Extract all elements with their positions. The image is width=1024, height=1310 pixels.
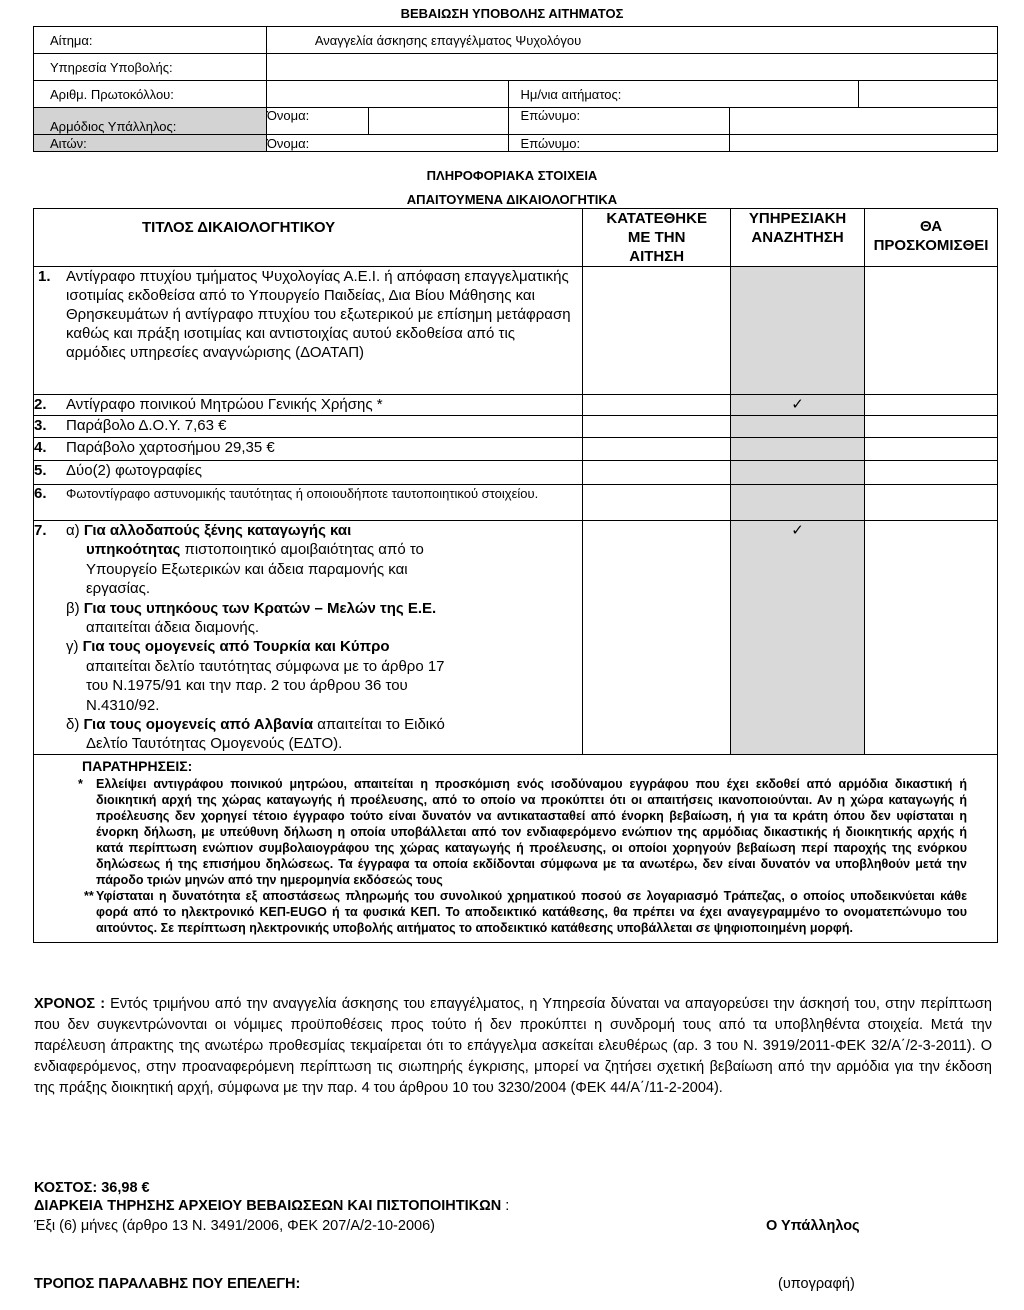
officer-first-name-value[interactable] xyxy=(368,108,508,135)
service-cell: ✓ xyxy=(731,521,865,755)
remarks-row xyxy=(34,754,998,942)
receipt-method: ΤΡΟΠΟΣ ΠΑΡΑΛΑΒΗΣ ΠΟΥ ΕΠΕΛΕΓΗ: xyxy=(34,1276,301,1292)
submitted-cell[interactable] xyxy=(583,485,731,521)
info-title: ΠΛΗΡΟΦΟΡΙΑΚΑ ΣΤΟΙΧΕΙΑ xyxy=(426,168,598,183)
service-label: Υπηρεσία Υποβολής: xyxy=(34,54,267,81)
request-value: Αναγγελία άσκησης επαγγέλματος Ψυχολόγου xyxy=(266,27,997,54)
col-bring-line2: ΠΡΟΣΚΟΜΙΣΘΕΙ xyxy=(873,237,989,254)
officer-first-name-label: Όνομα: xyxy=(266,108,368,135)
col-bring xyxy=(865,209,998,267)
doc7-a-bold: Για αλλοδαπούς ξένης καταγωγής και υπηκοότητας xyxy=(83,522,352,559)
doc-cell xyxy=(34,416,583,438)
col-submitted-line1: ΚΑΤΑΤΕΘΗΚΕ xyxy=(606,210,707,227)
service-cell: ✓ xyxy=(731,395,865,416)
remark-1-text: Ελλείψει αντιγράφου ποινικού μητρώου, απαιτείται η προσκόμιση ενός ισοδύναμου εγγράφου που έχει εκδοθεί από αρμόδια δικαστική ή διοικητική αρχή της χώρας καταγωγής ή προέλευσης, από το οποίο να προκύπτει ότι οι απαιτήσεις ικανοποιούνται. Αν η χώρα καταγωγής ή προέλευσης δεν χορηγεί τέτοιο έγγραφο τούτο είναι δυνατόν να αντικατασταθεί από ένορκη βεβαίωση, ή για τα κράτη όπου δεν υφίσταται η ένορκη δήλωση, με υπεύθυνη δήλωση η οποία υποβάλλεται από τον ενδιαφερόμενο ενώπιον της αρμόδιας δικαστικής ή διοικητικής αρχής ή κατά περίπτωση ενώπιον συμβολαιογράφου της χώρας καταγωγής ή προέλευσης, οι οποίοι χορηγούν βεβαίωση περί παροχής της ενόρκου δηλώσεως ή της επισήμου δηλώσεως. Τα έγγραφα τα οποία εκδίδονται σύμφωνα με τα ανωτέρω, δεν είναι δυνατόν να υποβληθούν μετά την πάροδο τριών μηνών από την ημερομηνία εκδόσεώς τους xyxy=(96,776,967,887)
applicant-label: Αιτών: xyxy=(34,135,267,152)
doc-num: 7. xyxy=(34,522,47,539)
doc-num: 3. xyxy=(34,417,47,434)
col-doc-title: ΤΙΤΛΟΣ ΔΙΚΑΙΟΛΟΓΗΤΙΚΟΥ xyxy=(34,209,583,267)
doc7-item-a xyxy=(66,521,448,599)
signature-label: (υπογραφή) xyxy=(778,1276,855,1292)
doc-row-2 xyxy=(34,395,998,416)
doc-cell xyxy=(34,438,583,461)
col-service xyxy=(731,209,865,267)
docs-title: ΑΠΑΙΤΟΥΜΕΝΑ ΔΙΚΑΙΟΛΟΓΗΤΙΚΑ xyxy=(406,192,618,207)
doc-cell xyxy=(34,461,583,485)
doc7-item-d xyxy=(66,715,468,754)
doc-row-5 xyxy=(34,461,998,485)
doc-cell xyxy=(34,267,583,395)
archive-text: Έξι (6) μήνες (άρθρο 13 Ν. 3491/2006, ΦΕΚ 207/Α/2-10-2006) xyxy=(34,1218,435,1234)
bring-cell[interactable] xyxy=(865,416,998,438)
doc7-b-bold: Για τους υπηκόους των Κρατών – Μελών της Ε.Ε. xyxy=(83,599,437,617)
doc-text: Αντίγραφο ποινικού Μητρώου Γενικής Χρήσης * xyxy=(66,396,383,413)
doc-num: 1. xyxy=(38,268,51,285)
employee-label: Ο Υπάλληλος xyxy=(766,1218,860,1234)
doc-text: Παράβολο χαρτοσήμου 29,35 € xyxy=(66,439,275,456)
doc-text: Δύο(2) φωτογραφίες xyxy=(66,462,203,479)
service-cell xyxy=(731,461,865,485)
bring-cell[interactable] xyxy=(865,485,998,521)
doc-row-6 xyxy=(34,485,998,521)
doc7-d-bold: Για τους ομογενείς από Αλβανία xyxy=(83,716,314,734)
doc7-c-bold: Για τους ομογενείς από Τουρκία και Κύπρο xyxy=(82,638,390,656)
protocol-value[interactable] xyxy=(266,81,508,108)
doc-text: Αντίγραφο πτυχίου τμήματος Ψυχολογίας Α.Ε.Ι. ή απόφαση επαγγελματικής ισοτιμίας εκδοθείσα από το Υπουργείο Παιδείας, Δια Βίου Μάθησης και Θρησκευμάτων ή αντίγραφο πτυχίου του εξωτερικού με επίσημη μετάφραση καθώς και πράξη ισοτιμίας και αντιστοιχίας αυτού εκδοθείσα από τις αρμόδιες υπηρεσίες αναγνώρισης (ΔΟΑΤΑΠ) xyxy=(66,268,571,361)
date-label: Ημ/νια αιτήματος: xyxy=(508,81,859,108)
remark-2 xyxy=(34,888,997,936)
col-bring-line1: ΘΑ xyxy=(919,218,943,235)
time-text: Εντός τριμήνου από την αναγγελία άσκησης του επαγγέλματος, η Υπηρεσία δύναται να απαγορεύσει την άσκησή του, στην περίπτωση που δεν συγκεντρώνονται οι νόμιμες προϋποθέσεις προς τούτο ή δεν προκύπτει η συνδρομή τους από τα υποβληθέντα στοιχεία. Μετά την παρέλευση άπρακτης της ανωτέρω προθεσμίας τεκμαίρεται ότι το επάγγελμα ασκείται ελευθέρως (αρ. 3 του Ν. 3919/2011-ΦΕΚ 32/Α΄/2-3-2011). Ο ενδιαφερόμενος, στην προαναφερόμενη περίπτωση τις σιωπηρής έγκρισης, μπορεί να ζητήσει σχετική βεβαίωση από την αρμόδια για την έκδοση της πράξης διοικητική αρχή, σύμφωνα με την παρ. 4 του άρθρου 10 του 3230/2004 (ΦΕΚ 44/Α΄/11-2-2004). xyxy=(34,996,992,1096)
doc-text: Φωτοντίγραφο αστυνομικής ταυτότητας ή οποιουδήποτε ταυτοποιητικού στοιχείου. xyxy=(66,486,539,501)
col-service-line2: ΑΝΑΖΗΤΗΣΗ xyxy=(751,229,844,246)
doc-num: 2. xyxy=(34,396,47,413)
doc7-a-prefix: α) xyxy=(66,522,84,539)
col-submitted xyxy=(583,209,731,267)
doc-row-1 xyxy=(34,267,998,395)
remark-2-mark: ** xyxy=(84,888,94,903)
doc-row-7 xyxy=(34,521,998,755)
doc-cell xyxy=(34,485,583,521)
officer-label: Αρμόδιος Υπάλληλος: xyxy=(34,108,267,135)
cost: ΚΟΣΤΟΣ: 36,98 € xyxy=(34,1180,150,1196)
officer-last-name-label: Επώνυμο: xyxy=(508,108,730,135)
submitted-cell[interactable] xyxy=(583,395,731,416)
col-submitted-line3: ΑΙΤΗΣΗ xyxy=(629,248,685,265)
bring-cell[interactable] xyxy=(865,461,998,485)
submitted-cell[interactable] xyxy=(583,438,731,461)
remarks-cell xyxy=(34,754,998,942)
col-service-line1: ΥΠΗΡΕΣΙΑΚΗ xyxy=(748,210,847,227)
doc7-b-text: απαιτείται άδεια διαμονής. xyxy=(86,619,260,637)
documents-table xyxy=(33,208,998,943)
bring-cell[interactable] xyxy=(865,521,998,755)
officer-last-name-value[interactable] xyxy=(730,108,998,135)
service-cell xyxy=(731,267,865,395)
archive-colon: : xyxy=(501,1198,510,1214)
service-cell xyxy=(731,438,865,461)
applicant-first-name-label: Όνομα: xyxy=(266,135,508,152)
service-value[interactable] xyxy=(266,54,997,81)
doc7-item-b xyxy=(66,599,448,638)
remark-1-mark: * xyxy=(78,776,83,791)
doc7-item-c xyxy=(66,637,448,715)
header-table xyxy=(33,26,998,152)
doc-row-4 xyxy=(34,438,998,461)
bring-cell[interactable] xyxy=(865,267,998,395)
time-section xyxy=(34,994,992,1099)
bring-cell[interactable] xyxy=(865,438,998,461)
submitted-cell[interactable] xyxy=(583,521,731,755)
doc-cell xyxy=(34,521,583,755)
remarks-title: ΠΑΡΑΤΗΡΗΣΕΙΣ: xyxy=(82,757,193,774)
remark-1 xyxy=(34,776,997,888)
doc7-d-prefix: δ) xyxy=(66,716,84,734)
submitted-cell[interactable] xyxy=(583,416,731,438)
archive-duration xyxy=(34,1198,509,1214)
submitted-cell[interactable] xyxy=(583,461,731,485)
remark-2-text: Υφίσταται η δυνατότητα εξ αποστάσεως πληρωμής του συνολικού χρηματικού ποσού σε λογαριασμό Τράπεζας, ο οποίος υποδεικνύεται κάθε φορά από το ηλεκτρονικό ΚΕΠ-EUGO ή τα φυσικά ΚΕΠ. Το αποδεικτικό κατάθεσης, θα πρέπει να έχει αναγεγραμμένο το ονοματεπώνυμο του αιτούντος. Σε περίπτωση ηλεκτρονικής υποβολής αιτήματος το αποδεικτικό κατάθεσης υποβάλλεται σε ψηφιοποιημένη μορφή. xyxy=(96,888,967,935)
doc-num: 4. xyxy=(34,439,47,456)
col-submitted-line2: ΜΕ ΤΗΝ xyxy=(627,229,686,246)
service-cell xyxy=(731,485,865,521)
doc7-c-prefix: γ) xyxy=(66,638,83,656)
doc7-a-text: πιστοποιητικό αμοιβαιότητας από το Υπουργείο Εξωτερικών και άδεια παραμονής και εργασίας. xyxy=(86,541,424,598)
doc7-d-text: απαιτείται το Ειδικό Δελτίο Ταυτότητας Ομογενούς (ΕΔΤΟ). xyxy=(86,716,445,753)
doc-cell xyxy=(34,395,583,416)
submitted-cell[interactable] xyxy=(583,267,731,395)
form-title: ΒΕΒΑΙΩΣΗ ΥΠΟΒΟΛΗΣ ΑΙΤΗΜΑΤΟΣ xyxy=(400,6,624,21)
date-value[interactable] xyxy=(859,81,998,108)
doc-num: 5. xyxy=(34,462,47,479)
bring-cell[interactable] xyxy=(865,395,998,416)
doc-num: 6. xyxy=(34,485,47,502)
service-cell xyxy=(731,416,865,438)
doc7-b-prefix: β) xyxy=(66,599,84,617)
archive-label: ΔΙΑΡΚΕΙΑ ΤΗΡΗΣΗΣ ΑΡΧΕΙΟΥ ΒΕΒΑΙΩΣΕΩΝ ΚΑΙ ΠΙΣΤΟΠΟΙΗΤΙΚΩΝ xyxy=(34,1198,502,1214)
protocol-label: Αριθμ. Πρωτοκόλλου: xyxy=(34,81,267,108)
applicant-last-name-value[interactable] xyxy=(730,135,998,152)
applicant-last-name-label: Επώνυμο: xyxy=(508,135,730,152)
doc-row-3 xyxy=(34,416,998,438)
time-label: ΧΡΟΝΟΣ : xyxy=(34,996,106,1012)
request-label: Αίτημα: xyxy=(34,27,267,54)
doc7-c-text: απαιτείται δελτίο ταυτότητας σύμφωνα με το άρθρο 17 του Ν.1975/91 και την παρ. 2 του άρθρου 36 του Ν.4310/92. xyxy=(86,657,445,714)
doc-text: Παράβολο Δ.Ο.Υ. 7,63 € xyxy=(66,417,227,434)
